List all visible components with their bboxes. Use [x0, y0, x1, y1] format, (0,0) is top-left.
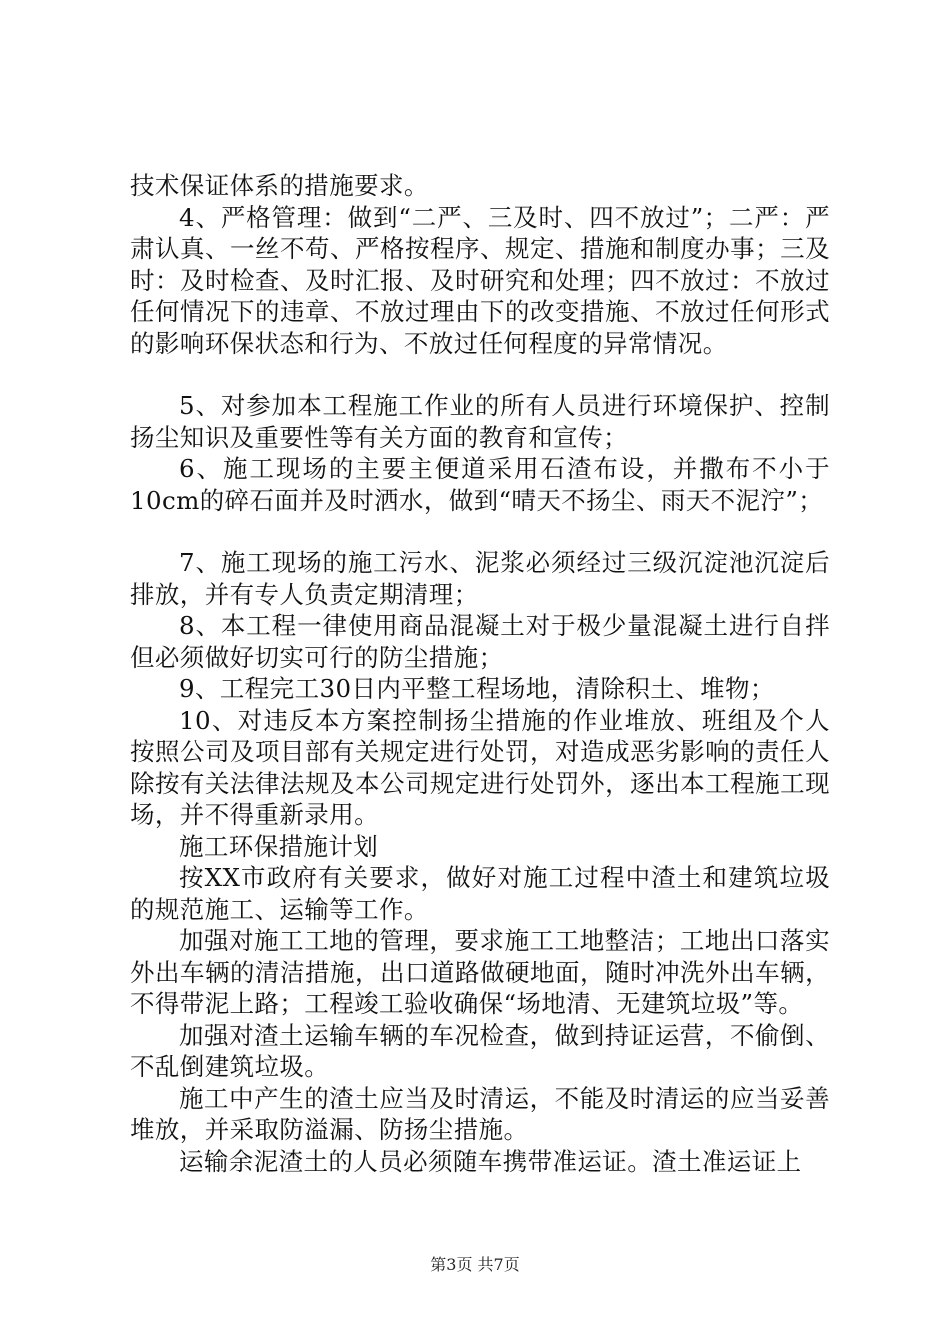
paragraph-item-8: 8、本工程一律使用商品混凝土对于极少量混凝土进行自拌但必须做好切实可行的防尘措施； [130, 611, 830, 672]
paragraph-item-9: 9、工程完工30日内平整工程场地，清除积土、堆物； [179, 674, 775, 703]
paragraph-item-5: 5、对参加本工程施工作业的所有人员进行环境保护、控制扬尘知识及重要性等有关方面的教育和宣传； [130, 391, 830, 452]
paragraph-continuation: 技术保证体系的措施要求。 [130, 171, 429, 200]
paragraph-transport-permit: 运输余泥渣土的人员必须随车携带准运证。渣土准运证上 [179, 1146, 802, 1176]
paragraph-item-10: 10、对违反本方案控制扬尘措施的作业堆放、班组及个人按照公司及项目部有关规定进行处罚，对造成恶劣影响的责任人除按有关法律法规及本公司规定进行处罚外，逐出本工程施工现场，并不得重新录用。 [130, 705, 830, 829]
paragraph-item-6: 6、施工现场的主要主便道采用石渣布设，并撒布不小于10cm的碎石面并及时洒水，做到“晴天不扬尘、雨天不泥泞”； [130, 454, 830, 515]
paragraph-vehicle-inspection: 加强对渣土运输车辆的车况检查，做到持证运营，不偷倒、不乱倒建筑垃圾。 [130, 1020, 830, 1081]
section-heading: 施工环保措施计划 [179, 831, 379, 861]
paragraph-site-management: 加强对施工工地的管理，要求施工工地整洁；工地出口落实外出车辆的清洁措施，出口道路做硬地面，随时冲洗外出车辆，不得带泥上路；工程竣工验收确保“场地清、无建筑垃圾”等。 [130, 926, 830, 1018]
paragraph-city-requirements: 按XX市政府有关要求，做好对施工过程中渣土和建筑垃圾的规范施工、运输等工作。 [130, 863, 830, 924]
document-body [130, 170, 830, 1177]
paragraph-waste-removal: 施工中产生的渣土应当及时清运，不能及时清运的应当妥善堆放，并采取防溢漏、防扬尘措施。 [130, 1083, 830, 1144]
page-number: 第3页 共7页 [430, 1255, 520, 1274]
paragraph-item-4: 4、严格管理：做到“二严、三及时、四不放过”；二严：严肃认真、一丝不苟、严格按程序、规定、措施和制度办事；三及时：及时检查、及时汇报、及时研究和处理；四不放过：不放过任何情况下的违章、不放过理由下的改变措施、不放过任何形式的影响环保状态和行为、不放过任何程度的异常情况。 [130, 202, 830, 358]
paragraph-item-7: 7、施工现场的施工污水、泥浆必须经过三级沉淀池沉淀后排放，并有专人负责定期清理； [130, 548, 830, 609]
